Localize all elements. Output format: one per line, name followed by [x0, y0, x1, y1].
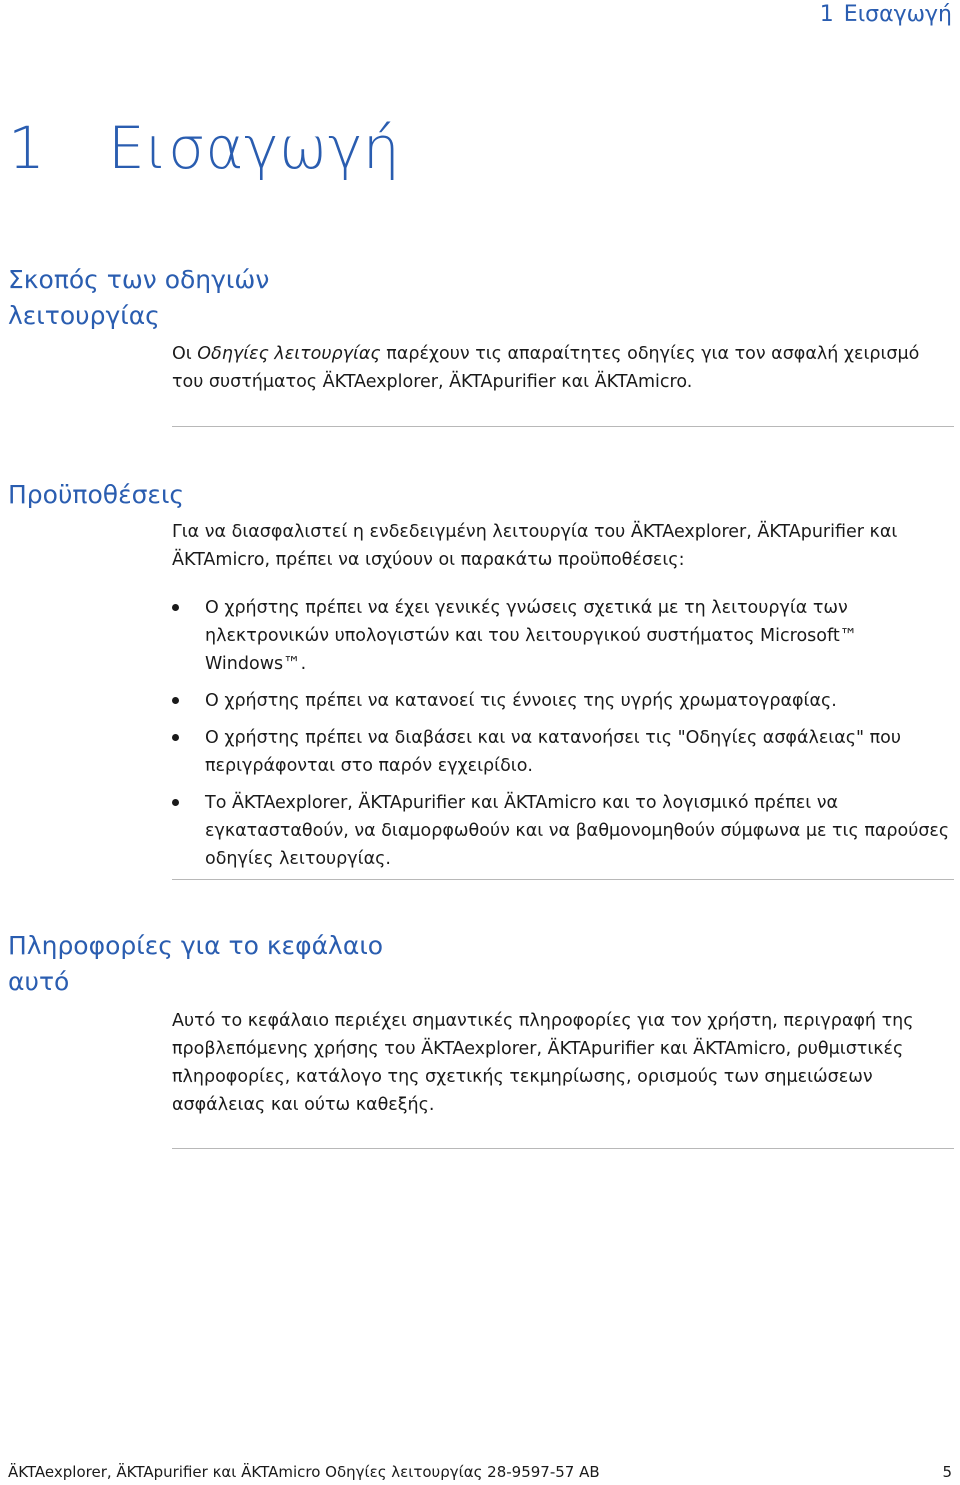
prerequisites-intro: Για να διασφαλιστεί η ενδεδειγμένη λειτουργία του ÄKTAexplorer, ÄKTApurifier και ÄKTAmicro, πρέπει να ισχύουν οι παρακάτω προϋποθέσεις:	[172, 522, 898, 570]
list-item-text: Ο χρήστης πρέπει να έχει γενικές γνώσεις σχετικά με τη λειτουργία των ηλεκτρονικών υπολογιστών και του λειτουργικού συστήματος Microsoft™ Windows™.	[205, 598, 858, 674]
purpose-text-italic: Οδηγίες λειτουργίας	[197, 344, 381, 364]
section-divider	[172, 879, 954, 880]
list-item	[172, 687, 952, 715]
chapter-number: 1	[8, 114, 46, 182]
section-heading-chapter-info: Πληροφορίες για το κεφάλαιο αυτό	[8, 931, 384, 996]
section-body-prerequisites	[172, 518, 952, 882]
section-heading-purpose: Σκοπός των οδηγιών λειτουργίας	[8, 265, 270, 330]
list-item-text: Ο χρήστης πρέπει να διαβάσει και να κατανοήσει τις "Οδηγίες ασφάλειας" που περιγράφονται στο παρόν εγχειρίδιο.	[205, 728, 902, 776]
prerequisites-list	[172, 594, 952, 873]
bullet-icon	[172, 799, 179, 806]
chapter-info-paragraph: Αυτό το κεφάλαιο περιέχει σημαντικές πληροφορίες για τον χρήστη, περιγραφή της προβλεπόμενης χρήσης του ÄKTAexplorer, ÄKTApurifier και ÄKTAmicro, ρυθμιστικές πληροφορίες, κατάλογο της σχετικής τεκμηρίωσης, ορισμούς των σημειώσεων ασφάλειας και ούτω καθεξής.	[172, 1011, 914, 1115]
purpose-text-prefix: Οι	[172, 344, 198, 364]
bullet-icon	[172, 697, 179, 704]
chapter-title	[8, 114, 400, 182]
section-divider	[172, 426, 954, 427]
bullet-icon	[172, 604, 179, 611]
footer-document-title: ÄKTAexplorer, ÄKTApurifier και ÄKTAmicro Οδηγίες λειτουργίας 28-9597-57 AB	[8, 1463, 600, 1481]
section-body-chapter-info	[172, 1007, 952, 1119]
purpose-paragraph	[172, 340, 952, 396]
chapter-title-text: Εισαγωγή	[108, 114, 401, 182]
list-item-text: Το ÄKTAexplorer, ÄKTApurifier και ÄKTAmicro και το λογισμικό πρέπει να εγκατασταθούν, να διαμορφωθούν και να βαθμονομηθούν σύμφωνα με τις παρούσες οδηγίες λειτουργίας.	[205, 793, 950, 869]
list-item	[172, 724, 952, 780]
section-divider	[172, 1148, 954, 1149]
purpose-text-suffix: παρέχουν τις απαραίτητες οδηγίες για τον ασφαλή χειρισμό του συστήματος ÄKTAexplorer, ÄKTApurifier και ÄKTAmicro.	[172, 344, 920, 392]
list-item	[172, 594, 952, 678]
list-item-text: Ο χρήστης πρέπει να κατανοεί τις έννοιες της υγρής χρωματογραφίας.	[205, 691, 837, 711]
bullet-icon	[172, 734, 179, 741]
running-header-title: Εισαγωγή	[843, 2, 952, 27]
running-header	[820, 2, 952, 27]
footer-page-number: 5	[942, 1463, 952, 1481]
section-body-purpose	[172, 340, 952, 396]
section-heading-prerequisites: Προϋποθέσεις	[8, 480, 185, 509]
running-header-number: 1	[819, 2, 834, 27]
list-item	[172, 789, 952, 873]
